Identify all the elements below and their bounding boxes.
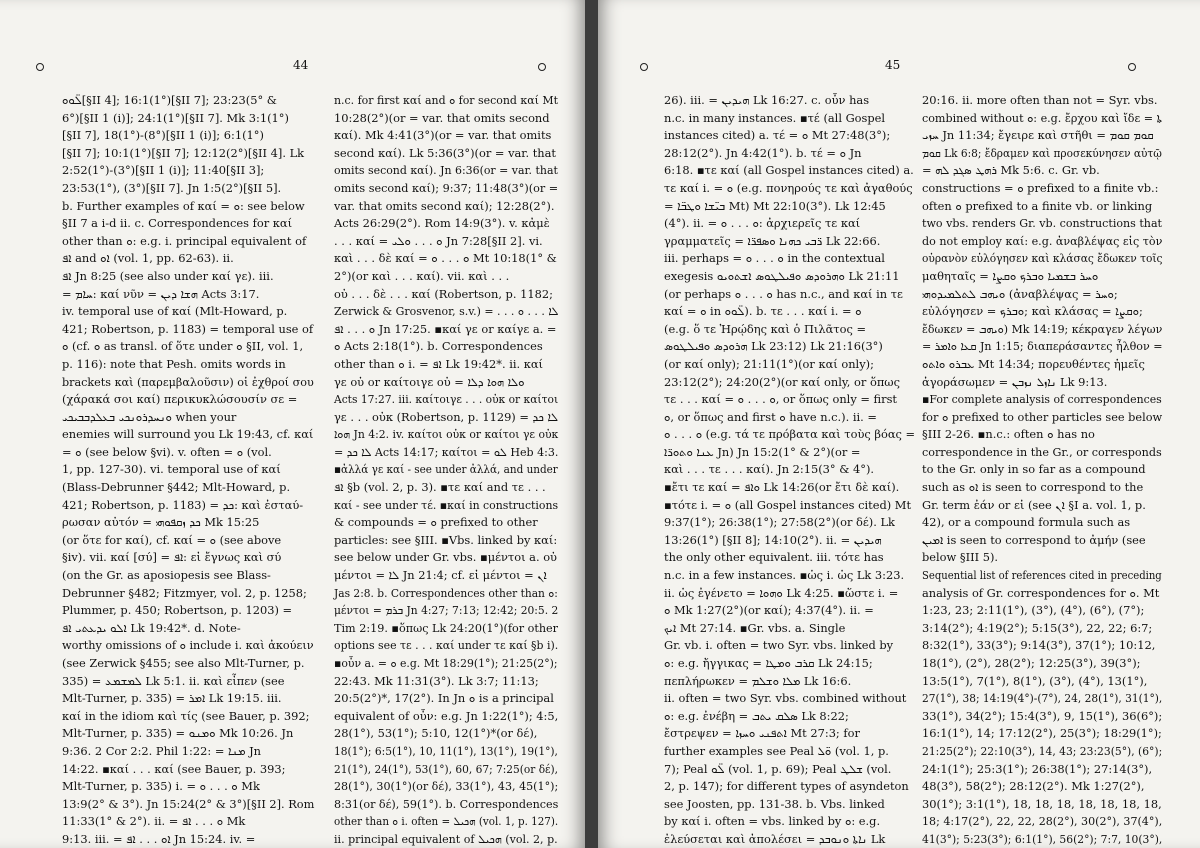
text-line: ܘ Acts 2:18(1°). b. Correspondences	[334, 339, 543, 354]
text-line: (e.g. ὅ τε Ἡρῴδης καὶ ὁ Πιλᾶτος =	[664, 321, 867, 336]
text-line: 20:16. ii. more often than not = Syr. vbs.	[922, 93, 1158, 107]
text-line: ܚܙܝ Jn 11:34; ἔγειρε καὶ στῆθι = ܩܘܡ ܩܘܡ	[922, 128, 1154, 143]
text-line: 21:25(2°); 22:10(3°), 14, 43; 23:23(5°), (6°);	[922, 743, 1163, 758]
text-line: ܐܝܟ Mt 27:14. ▪Gr. vbs. a. Single	[664, 620, 846, 635]
text-line: 8:31(or δέ), 59(1°). b. Correspondences	[334, 796, 559, 811]
text-line: ▪For complete analysis of correspondences	[922, 392, 1162, 407]
text-line: see Joosten, pp. 131-38. b. Vbs. linked	[664, 796, 885, 811]
left-page-ring-hole	[36, 63, 44, 71]
text-line: omits second καί). Jn 6:36(or = var. that	[334, 163, 558, 178]
text-line: 421; Robertson, p. 1183) = temporal use of	[62, 321, 314, 336]
text-line: options see τε . . . καί under τε καί §b i).	[334, 638, 559, 653]
text-line: = ܘ (see below §vi). v. often = ܘ (vol.	[62, 444, 272, 459]
text-line: to the Gr. only in so far as a compound	[922, 462, 1146, 477]
text-line: ἀγοράσωμεν = ܢܐܙܠ ܢܙܒܢ Lk 9:13.	[922, 374, 1108, 389]
text-line: (χάρακά σοι καί) περικυκλώσουσίν σε =	[62, 392, 298, 407]
text-line: 421; Robertson, p. 1183) = ܟܕ: καὶ ἐσταύ-	[62, 497, 304, 512]
text-line: equivalent of οὖν: e.g. Jn 1:22(1°); 4:5,	[334, 708, 559, 723]
text-line: Gr. vb. i. often = two Syr. vbs. linked by	[664, 638, 894, 653]
text-line: ܐܠܘ ܝܕܥܬܝ ܐܦ Lk 19:42*. d. Note-	[62, 620, 241, 635]
text-line: ܥܢܐ ܘܬܘܪ̈ܐ Jn) Jn 15:2(1° & 2°)(or =	[664, 444, 861, 459]
text-line: omits second καί); 9:37; 11:48(3°)(or =	[334, 180, 559, 195]
text-line: other than ܘ i. often = ܗܟܝܠ (vol. 1, p. 127).	[334, 814, 559, 829]
text-line: iii. perhaps = ܘ . . . ܘ in the contextual	[664, 251, 885, 266]
text-line: ii. ὡς ἐγένετο = ܘܗܘܐ Lk 4:25. ▪ὥστε i. =	[664, 585, 899, 600]
text-line: 6°)[§II 1 (i)]; 24:1(1°)[§II 7]. Mk 3:1(1°)	[62, 110, 289, 125]
text-line: b. Further examples of καί = ܘ: see below	[62, 198, 305, 213]
text-line: 9:37(1°); 26:38(1°); 27:58(2°)(or δέ). Lk	[664, 515, 895, 530]
text-line: καί). Mk 4:41(3°)(or = var. that omits	[334, 128, 552, 143]
text-line: γε οὐ or καίτοιγε οὐ = ܘܠܐ ܗܘܐ ܕܠܐ	[334, 374, 525, 389]
text-line: var. that omits second καί); 12:28(2°).	[334, 198, 555, 213]
right-page	[598, 0, 1200, 848]
text-line: Sequential list of references cited in preceding	[922, 568, 1162, 583]
text-line: 18(1°); 6:5(1°), 10, 11(1°), 13(1°), 19(1°),	[334, 743, 558, 758]
text-line: by καί i. often = vbs. linked by ܘ: e.g.	[664, 814, 881, 829]
text-line: 28(1°), 30(1°)(or δέ), 33(1°), 43, 45(1°);	[334, 779, 559, 794]
text-line: (or ὅτε for καί), cf. καί = ܘ (see above	[62, 532, 282, 547]
text-line: §III 2-26. ▪n.c.: often ܘ has no	[922, 427, 1095, 442]
text-line: (or καί only); 21:11(1°)(or καί only);	[664, 356, 874, 371]
text-line: 28(1°), 53(1°); 5:10, 12(1°)*(or δέ),	[334, 726, 538, 741]
text-line: μαθηταῖς = ܘܚܪ ܒܫܡܝܐ ܘܒܪܟ ܘܩܨܐ	[922, 268, 1099, 283]
text-line: 22:43. Mk 11:31(3°). Lk 3:7; 11:13;	[334, 673, 539, 688]
text-line: 33(1°), 34(2°); 15:4(3°), 9, 15(1°), 36(6°);	[922, 708, 1163, 723]
text-line: ▪τότε i. = ܘ (all Gospel instances cited) Mt	[664, 497, 912, 512]
text-line: other than ܘ: e.g. i. principal equivalent of	[62, 233, 307, 248]
text-line: ἐλεύσεται καὶ ἀπολέσει = ܢܐܬܐ ܘܢܘܒܕ Lk	[664, 831, 886, 846]
text-line: ܘ Mk 1:27(2°)(or καί); 4:37(4°). ii. =	[664, 603, 874, 618]
text-line: ܐܦ §b (vol. 2, p. 3). ▪τε καί and τε . . .	[334, 480, 546, 495]
text-line: ܘ (cf. ܘ as transl. of ὅτε under ܘ §II, vol. 1,	[62, 339, 304, 354]
text-line: ܩܘܡ Lk 6:8; ἔδραμεν καὶ προσεκύνησεν αὐτῷ	[922, 145, 1162, 160]
text-line: ܐܡܝܢ is seen to correspond to ἀμήν (see	[922, 532, 1146, 547]
text-line: = ܠܐ ܟܕ Acts 14:17; καίτοι = ܠܘ Heb 4:3.	[334, 444, 559, 459]
text-line: such as ܐܘ is seen to correspond to the	[922, 480, 1144, 495]
text-line: τε . . . καί = ܘ . . . ܘ, or ὅπως only = first	[664, 392, 898, 407]
text-line: μέντοι = ܒܪܡ Jn 4:27; 7:13; 12:42; 20:5. 2	[334, 603, 559, 618]
text-line: ܠ̈ܘܘ[§II 4]; 16:1(1°)[§II 7]; 23:23(5° &	[62, 93, 277, 107]
book-gutter	[585, 0, 598, 848]
text-line: & compounds = ܘ prefixed to other	[334, 515, 538, 530]
left-page-ring-hole-2	[538, 63, 546, 71]
text-line: καί - see under τέ. ▪καί in constructions	[334, 497, 559, 512]
text-line: ▪οὖν a. = ܘ e.g. Mt 18:29(1°); 21:25(2°);	[334, 656, 558, 670]
text-line: Debrunner §482; Fitzmyer, vol. 2, p. 1258;	[62, 585, 307, 600]
text-line: do not employ καί: e.g. ἀναβλέψας εἰς τὸν	[922, 233, 1163, 248]
text-line: 28:12(2°). Jn 4:42(1°). b. τέ = ܘ Jn	[664, 145, 862, 160]
left-column-2	[334, 92, 558, 848]
text-line: καί in the idiom καὶ τίς (see Bauer, p. 392;	[62, 708, 310, 723]
text-line: ἔστρεψεν = ܐܬܦܢܝ ܘܚܙܐ Mt 27:3; for	[664, 726, 860, 741]
text-line: καὶ . . . δὲ καί = ܘ . . . ܘ Mt 10:18(1° &	[334, 251, 557, 266]
text-line: ἔδωκεν = ܘܝܗܒ) Mk 14:19; κέκραγεν λέγων	[922, 321, 1163, 336]
text-line: οὐ . . . δὲ . . . καί (Robertson, p. 1182;	[334, 286, 553, 301]
text-line: ܘ . . . ܘ (e.g. τά τε πρόβατα καὶ τοὺς βόας =	[664, 427, 916, 442]
text-line: (see Zerwick §455; see also Mlt-Turner, p.	[62, 656, 305, 670]
text-line: 1:23, 23; 2:11(1°), (3°), (4°), (6°), (7°);	[922, 603, 1145, 618]
text-line: 2, p. 147); for different types of asyndeton	[664, 779, 909, 794]
text-line: 18; 4:17(2°), 22, 22, 28(2°), 30(2°), 37(4°),	[922, 814, 1163, 829]
text-line: 26). iii. = ܗܝܕܝܢ Lk 16:27. c. οὖν has	[664, 93, 870, 107]
text-line: constructions = ܘ prefixed to a finite vb.:	[922, 180, 1159, 195]
right-column-1	[664, 92, 922, 848]
text-line: Mlt-Turner, p. 335) = ܘܡܢܘ Mk 10:26. Jn	[62, 726, 294, 741]
text-line: Jas 2:8. b. Correspondences other than ܘ:	[334, 585, 558, 600]
text-line: 10:28(2°)(or = var. that omits second	[334, 110, 550, 125]
text-line: γραμματεῖς = ܪ̈ܒܝ ܟܗܢܐ ܘܣܦܪ̈ܐ Lk 22:66.	[664, 233, 881, 248]
text-line: two vbs. renders Gr. vb. constructions that	[922, 216, 1162, 231]
text-line: ܘܝܗܒ ܠܬܠܡܝܕܘܗܝ (ἀναβλέψας = ܘܚܪ;	[922, 286, 1118, 301]
text-line: ܐܦ Jn 8:25 (see also under καί γε). iii.	[62, 268, 274, 283]
text-line: 13:9(2° & 3°). Jn 15:24(2° & 3°)[§II 2]. Rom	[62, 796, 315, 811]
text-line: ii. principal equivalent of ܗܟܝܠ (vol. 2, p.	[334, 831, 558, 846]
text-line: analysis of Gr. correspondences for ܘ. Mt	[922, 585, 1160, 600]
text-line: 9:13. iii. = ܐܘ . . . ܐܦ Jn 15:24. iv. =	[62, 831, 256, 846]
text-line: 8:32(1°), 33(3°); 9:14(3°), 37(1°); 10:12,	[922, 638, 1156, 653]
text-line: . . . καί = ܘ . . . ܘܠܝ Jn 7:28[§II 2]. vi.	[334, 233, 543, 248]
text-line: (on the Gr. as aposiopesis see Blass-	[62, 568, 271, 583]
text-line: instances cited) a. τέ = ܘ Mt 27:48(3°);	[664, 128, 891, 143]
text-line: ▪ἀλλά γε καί - see under ἀλλά, and under	[334, 462, 558, 477]
text-line: οὐρανὸν εὐλόγησεν καὶ κλάσας ἔδωκεν τοῖς	[922, 251, 1163, 266]
text-line: ܘ: e.g. ἤγγικας = ܩܪܒ ܘܡܛܐ Lk 24:15;	[664, 656, 873, 670]
text-line: Mlt-Turner, p. 335) = ܐܡܪ Lk 19:15. iii.	[62, 691, 282, 706]
text-line: 2°)(or καὶ . . . καί). vii. καὶ . . .	[334, 268, 510, 283]
text-line: 48(3°), 58(2°); 28:12(2°). Mk 1:27(2°),	[922, 779, 1145, 794]
text-line: Mlt-Turner, p. 335) i. = ܘ . . . ܘ Mk	[62, 779, 260, 794]
text-line: §II 7 a i-d ii. c. Correspondences for καί	[62, 216, 293, 231]
text-line: Gr. term ἐάν or εἰ (see ܐܢ §I a. vol. 1, p.	[922, 497, 1146, 512]
text-line: Tim 2:19. ▪ὅπως Lk 24:20(1°)(for other	[334, 620, 559, 635]
text-line: n.c. in many instances. ▪τέ (all Gospel	[664, 110, 886, 125]
text-line: γε . . . οὐκ (Robertson, p. 1129) = ܠܐ ܟܕ	[334, 409, 558, 424]
text-line: ܘ: e.g. ἐνέβη = ܣܠܩ ܝܬܒ Lk 8:22;	[664, 708, 849, 723]
text-line: 13:26(1°) [§II 8]; 14:10(2°). ii. = ܗܝܕܝܢ	[664, 532, 882, 547]
left-column-1	[62, 92, 314, 848]
text-line: further examples see Peal ܘ̈ܠ (vol. 1, p.	[664, 743, 889, 758]
text-line: τε καί i. = ܘ (e.g. πονηρούς τε καὶ ἀγαθούς	[664, 180, 913, 195]
text-line: for ܘ prefixed to other particles see below	[922, 409, 1163, 424]
text-line: Acts 26:29(2°). Rom 14:9(3°). v. κἀμὲ	[334, 216, 550, 231]
text-line: n.c. for first καί and ܘ for second καί Mt	[334, 93, 559, 107]
text-line: the only other equivalent. iii. τότε has	[664, 550, 884, 565]
text-line: (or perhaps ܘ . . . ܘ has n.c., and καί in τε	[664, 286, 903, 301]
text-line: ܘܢܚܕܪܘܢܟܝ ܒܥܠܕܒܒܝܟܝ when your	[62, 409, 237, 424]
left-page	[0, 0, 585, 848]
text-line: καί = ܘ in ܠ̈ܘܘ). b. τε . . . καί i. = ܘ	[664, 304, 862, 319]
text-line: ܘ . . . ܐܦ Jn 17:25. ▪καί γε or καίγε a. =	[334, 321, 557, 336]
text-line: 11:33(1° & 2°). ii. = ܘ . . . ܐܦ Mk	[62, 814, 246, 829]
text-line: p. 116): note that Pesh. omits words in	[62, 356, 286, 371]
text-line: Plummer, p. 450; Robertson, p. 1203) =	[62, 603, 293, 618]
text-line: Zerwick & Grosvenor, s.v.) = . . . ܠܐ . . . ܘ	[334, 304, 559, 319]
text-line: ii. often = two Syr. vbs. combined without	[664, 691, 907, 706]
text-line: 24:1(1°); 25:3(1°); 26:38(1°); 27:14(3°),	[922, 761, 1153, 776]
text-line: = ܒܝ̈ܫܐ ܘܛܒ̈ܐ Mt) Mt 22:10(3°). Lk 12:45	[664, 198, 886, 213]
text-line: μέντοι = ܠܐ Jn 21:4; cf. εἰ μέντοι = ܐܢ	[334, 568, 547, 583]
text-line: ܐܦ and ܐܘ (vol. 1, pp. 62-63). ii.	[62, 251, 234, 266]
text-line: second καί). Lk 5:36(3°)(or = var. that	[334, 145, 557, 160]
text-line: 6:18. ▪τε καί (all Gospel instances cited) a.	[664, 163, 914, 178]
text-line: 13:5(1°), 7(1°), 8(1°), (3°), (4°), 13(1°),	[922, 673, 1148, 688]
text-line: [§II 7]; 10:1(1°)[§II 7]; 12:12(2°)[§II 4]. Lk	[62, 145, 305, 160]
text-line: correspondence in the Gr., or corresponds	[922, 444, 1162, 459]
text-line: iv. temporal use of καί (Mlt-Howard, p.	[62, 304, 288, 319]
text-line: 7); Peal ܠ̈ܘ (vol. 1, p. 69); Peal ܫܠܛ (vol.	[664, 761, 892, 776]
text-line: 23:53(1°), (3°)[§II 7]. Jn 1:5(2°)[§II 5].	[62, 180, 282, 195]
text-line: 9:36. 2 Cor 2:2. Phil 1:22: = ܡܢܐ Jn	[62, 743, 262, 758]
text-line: 1, pp. 127-30). vi. temporal use of καί	[62, 462, 281, 477]
text-line: 42), or a compound formula such as	[922, 515, 1131, 530]
text-line: [§II 7], 18(1°)-(8°)[§II 1 (i)]; 6:1(1°)	[62, 128, 264, 143]
text-line: ܘ, or ὅπως and first ܘ have n.c.). ii. =	[664, 409, 877, 424]
text-line: 23:12(2°); 24:20(2°)(or καί only, or ὅπως	[664, 374, 900, 389]
text-line: combined without ܘ: e.g. ἔρχου καὶ ἴδε = ܬܐ	[922, 110, 1162, 125]
text-line: 41(3°); 5:23(3°); 6:1(1°), 56(2°); 7:7, 10(3°),	[922, 831, 1163, 846]
text-line: 335) = ܠܡܫܡܥ Lk 5:1. ii. καὶ εἶπεν (see	[62, 673, 285, 688]
text-line: see below under Gr. vbs. ▪μέντοι a. οὐ	[334, 550, 557, 565]
text-line: n.c. in a few instances. ▪ὡς i. ὡς Lk 3:23.	[664, 568, 905, 583]
text-line: 16:1(1°), 14; 17:12(2°), 25(3°); 18:29(1°);	[922, 726, 1162, 741]
text-line: particles: see §III. ▪Vbs. linked by καί:	[334, 532, 558, 547]
text-line: = ܩܥܐ ܘܐܡܪ Jn 1:15; διαπεράσαντες ἦλθον =	[922, 339, 1163, 354]
text-line: 21(1°), 24(1°), 53(1°), 60, 67; 7:25(or δέ),	[334, 761, 559, 776]
text-line: ܗܪܘܕܣ ܘܦܝܠܛܘܣ Lk 23:12) Lk 21:16(3°)	[664, 339, 883, 354]
text-line: = ܚܐܡ: καί νῦν = ܗܫܐ ܕܝܢ Acts 3:17.	[62, 286, 260, 301]
text-line: 3:14(2°); 4:19(2°); 5:15(3°), 22, 22; 6:7;	[922, 620, 1153, 635]
text-line: below §III 5).	[922, 550, 999, 565]
text-line: exegesis ܘܗܪܘܕܣ ܘܦܝܠܛܘܣ ܐܫܬܘܝܘ Lk 21:11	[664, 268, 900, 283]
text-line: worthy omissions of ܘ include i. καὶ ἀκούειν	[62, 638, 314, 653]
text-line: = ܪܗܛ ܣܓܕ ܠܗ Mk 5:6. c. Gr. vb.	[922, 163, 1100, 178]
text-line: 30(1°); 3:1(1°), 18, 18, 18, 18, 18, 18, 18,	[922, 796, 1162, 811]
left-page-number: 44	[293, 58, 309, 72]
text-line: brackets καὶ (παρεμβαλοῦσιν) οἱ ἐχθροί σου	[62, 374, 314, 389]
text-line: (4°). ii. = ܘ . . . ܘ: ἀρχιερεῖς τε καί	[664, 216, 861, 231]
text-line: §iv). vii. καί [σύ] = ܐܦ: εἰ ἔγνως καὶ σύ	[62, 550, 282, 565]
text-line: other than ܘ i. = ܐܦ Lk 19:42*. ii. καί	[334, 356, 544, 371]
right-page-ring-hole-2	[1128, 63, 1136, 71]
text-line: (Blass-Debrunner §442; Mlt-Howard, p.	[62, 480, 291, 495]
text-line: ܗܘܐ Jn 4:2. iv. καίτοι οὐκ or καίτοι γε οὐκ	[334, 427, 559, 442]
text-line: καὶ . . . τε . . . καί). Jn 2:15(3° & 4°).	[664, 462, 875, 477]
text-line: 2:52(1°)-(3°)[§II 1 (i)]; 11:40[§II 3];	[62, 163, 265, 178]
text-line: 18(1°), (2°), 28(2°); 12:25(3°), 39(3°);	[922, 656, 1141, 670]
right-column-2	[922, 92, 1162, 848]
text-line: Acts 17:27. iii. καίτοιγε . . . οὐκ or καίτοι	[334, 392, 559, 407]
text-line: enemies will surround you Lk 19:43, cf. καί	[62, 427, 314, 442]
right-page-number: 45	[885, 58, 901, 72]
text-line: ρωσαν αὐτόν = ܟܕ ܙܩܦܘܗܝ Mk 15:25	[62, 515, 260, 530]
text-line: ▪ἔτι τε καί = ܘܐܦ Lk 14:26(or ἔτι δὲ καί).	[664, 480, 900, 495]
text-line: ܥܒܪܘ ܘܐܬܘ Mt 14:34; πορευθέντες ἡμεῖς	[922, 356, 1145, 371]
text-line: εὐλόγησεν = ܘܒܪܟ; καὶ κλάσας = ܘܩܨܐ;	[922, 304, 1143, 319]
text-line: 14:22. ▪καί . . . καί (see Bauer, p. 393;	[62, 761, 286, 776]
text-line: πεπλήρωκεν = ܡܠܐ ܘܫܠܡ Lk 16:6.	[664, 673, 852, 688]
text-line: often ܘ prefixed to a finite vb. or linking	[922, 198, 1153, 213]
text-line: 27(1°), 38; 14:19(4°)-(7°), 24, 28(1°), 31(1°),	[922, 691, 1163, 706]
right-page-ring-hole	[640, 63, 648, 71]
text-line: 20:5(2°)*, 17(2°). In Jn ܘ is a principal	[334, 691, 554, 706]
